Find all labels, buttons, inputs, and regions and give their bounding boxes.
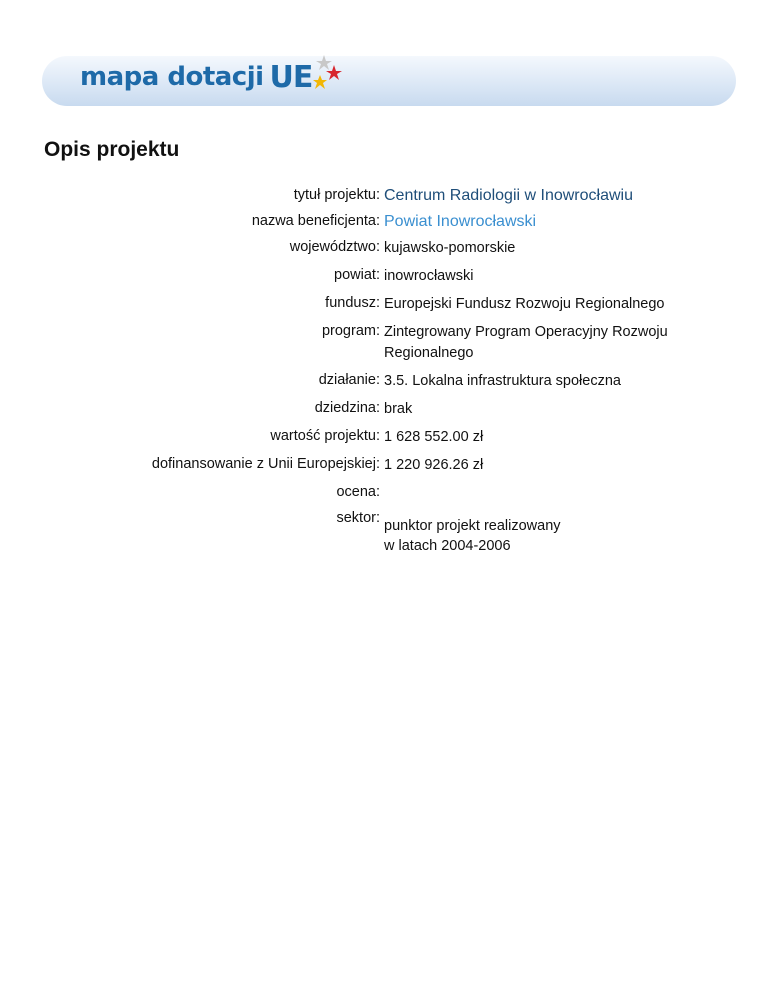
field-voivodeship xyxy=(0,238,768,259)
field-value: kujawsko-pomorskie xyxy=(384,240,516,256)
field-label: fundusz: xyxy=(325,295,380,311)
site-logo[interactable] xyxy=(80,55,344,99)
field-county xyxy=(0,266,768,287)
field-eu-funding xyxy=(0,455,768,476)
field-label: tytuł projektu: xyxy=(293,187,380,203)
field-value: inowrocławski xyxy=(384,268,474,284)
field-value: Europejski Fundusz Rozwoju Regionalnego xyxy=(384,296,665,312)
period-note-line: w latach 2004-2006 xyxy=(384,538,511,554)
star-grey-icon xyxy=(316,55,332,70)
project-details xyxy=(0,186,768,535)
field-title xyxy=(0,186,768,205)
field-label: wartość projektu: xyxy=(270,428,380,444)
field-domain xyxy=(0,399,768,420)
star-yellow-icon xyxy=(313,75,327,89)
beneficiary-link[interactable]: Powiat Inowrocławski xyxy=(384,213,537,230)
field-label: województwo: xyxy=(289,239,380,255)
field-value: 1 628 552.00 zł xyxy=(384,429,484,445)
field-label: dziedzina: xyxy=(314,400,380,416)
period-note xyxy=(384,516,561,556)
project-title-link[interactable]: Centrum Radiologii w Inowrocławiu xyxy=(384,187,633,204)
page-title: Opis projektu xyxy=(44,138,180,161)
field-label: powiat: xyxy=(334,267,380,283)
field-value: brak xyxy=(384,401,413,417)
star-red-icon xyxy=(326,65,342,80)
field-action xyxy=(0,371,768,392)
field-label: nazwa beneficjenta: xyxy=(251,213,380,229)
field-value: 1 220 926.26 zł xyxy=(384,457,484,473)
field-label: ocena: xyxy=(336,484,380,500)
stars-icon xyxy=(310,53,344,93)
field-label: działanie: xyxy=(318,372,380,388)
field-value: Zintegrowany Program Operacyjny Rozwoju Regionalnego xyxy=(384,324,668,361)
field-label: program: xyxy=(321,323,380,339)
period-note-line: punktor projekt realizowany xyxy=(384,518,561,534)
field-program xyxy=(0,322,768,364)
field-project-value xyxy=(0,427,768,448)
field-label: dofinansowanie z Unii Europejskiej: xyxy=(151,456,380,472)
field-value: 3.5. Lokalna infrastruktura społeczna xyxy=(384,373,621,389)
field-beneficiary xyxy=(0,212,768,231)
logo-text: mapa dotacji xyxy=(80,62,264,92)
field-fund xyxy=(0,294,768,315)
field-label: sektor: xyxy=(336,510,380,526)
logo-ue: UE xyxy=(269,59,313,95)
field-rating xyxy=(0,483,768,502)
